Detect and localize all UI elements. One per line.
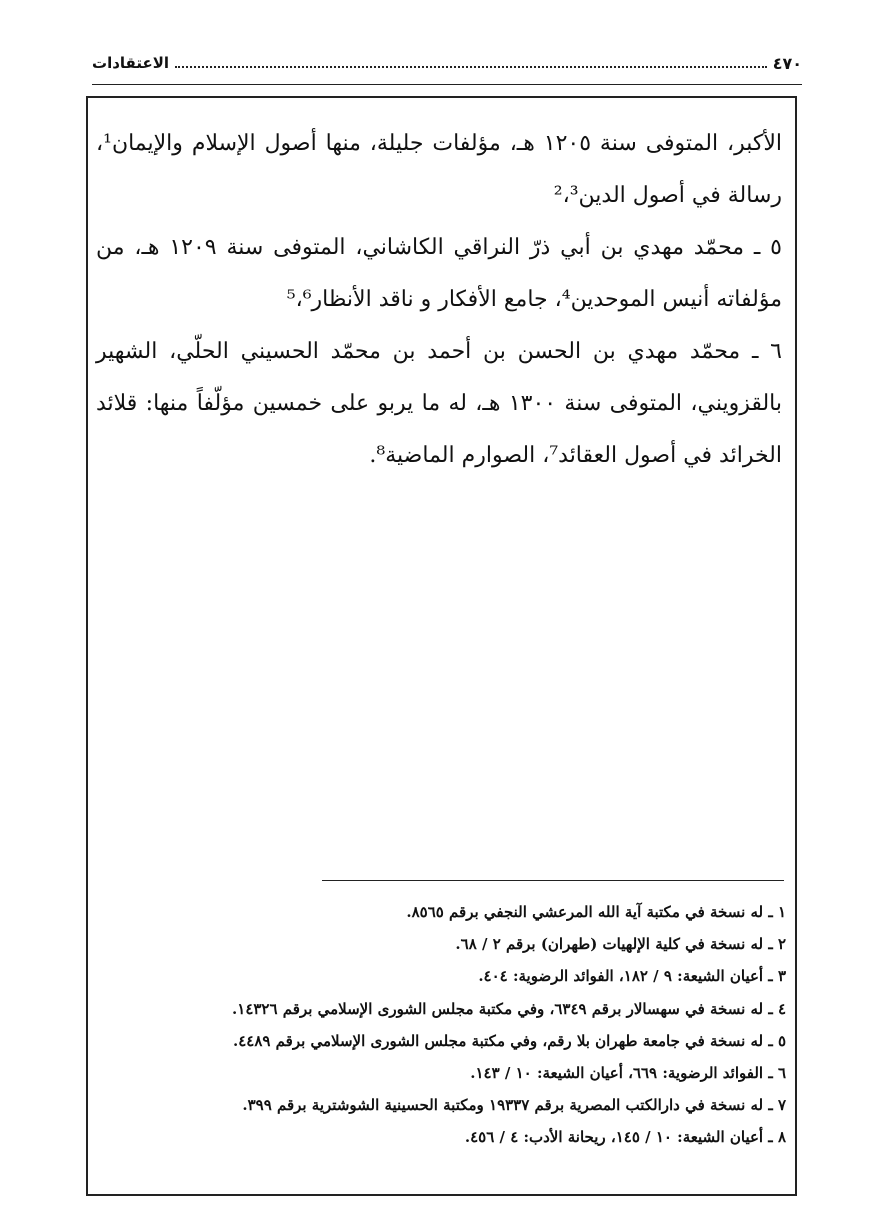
header-rule [92,84,802,85]
footnote-1: ١ ـ له نسخة في مكتبة آية الله المرعشي النجفي برقم ٨٥٦٥. [406,903,786,921]
footnote-3: ٣ ـ أعيان الشيعة: ٩ / ١٨٢، الفوائد الرضوية: ٤٠٤. [478,967,786,986]
footnotes [96,896,786,1154]
running-header [92,48,802,78]
paragraph-entry-5: ٥ ـ محمّد مهدي بن أبي ذرّ النراقي الكاشاني، المتوفى سنة ١٢٠٩ هـ، من مؤلفاته أنيس الموحدين⁴، جامع الأفكار و ناقد الأنظار⁵،⁶ [96,235,782,312]
footnote-6: ٦ ـ الفوائد الرضوية: ٦٦٩، أعيان الشيعة: ١٠ / ١٤٣. [470,1064,786,1083]
footnote-4: ٤ ـ له نسخة في سهسالار برقم ٦٣٤٩، وفي مكتبة مجلس الشورى الإسلامي برقم ١٤٣٢٦. [232,999,786,1018]
footnote-5: ٥ ـ له نسخة في جامعة طهران بلا رقم، وفي مكتبة مجلس الشورى الإسلامي برقم ٤٤٨٩. [232,1031,786,1050]
running-title: الاعتقادات [92,54,170,72]
page-number: ٤٧٠ [772,53,802,73]
footnote-separator [322,880,784,881]
header-dot-leader [175,58,767,68]
paragraph-continuation: الأكبر، المتوفى سنة ١٢٠٥ هـ، مؤلفات جليلة، منها أصول الإسلام والإيمان¹، رسالة في أصول الدين²،³ [96,131,782,208]
footnote-2: ٢ ـ له نسخة في كلية الإلهيات (طهران) برقم ٢ / ٦٨. [455,935,786,954]
paragraph-entry-6: ٦ ـ محمّد مهدي بن الحسن بن أحمد بن محمّد الحسيني الحلّي، الشهير بالقزويني، المتوفى سنة ١٣٠٠ هـ، له ما يربو على خمسين مؤلّفاً منها: قلائد الخرائد في أصول العقائد⁷، الصوارم الماضية⁸. [96,339,783,468]
main-text [96,118,782,482]
footnote-8: ٨ ـ أعيان الشيعة: ١٠ / ١٤٥، ريحانة الأدب: ٤ / ٤٥٦. [464,1128,786,1147]
footnote-7: ٧ ـ له نسخة في دارالكتب المصرية برقم ١٩٣٣٧ ومكتبة الحسينية الشوشترية برقم ٣٩٩. [242,1096,786,1115]
